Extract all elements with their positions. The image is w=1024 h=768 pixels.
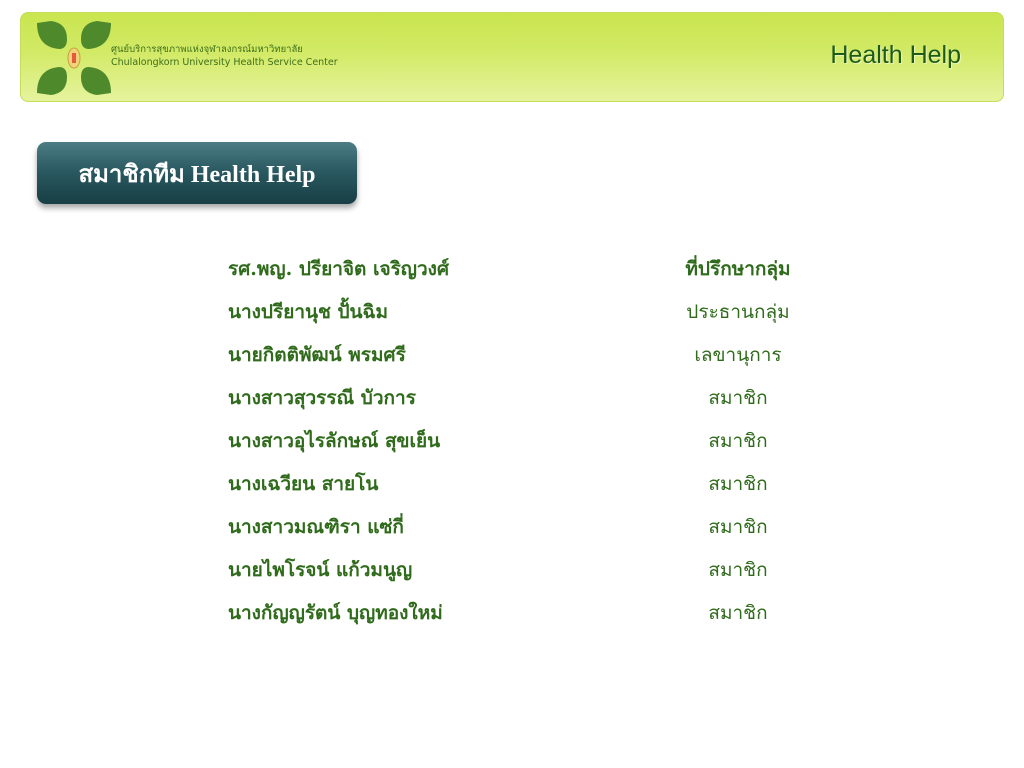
member-name: นางสาวอุไรลักษณ์ สุขเย็น (228, 430, 441, 452)
member-name: นางเฉวียน สายโน (228, 473, 379, 495)
member-row (228, 418, 868, 461)
member-row (228, 504, 868, 547)
org-name (111, 43, 338, 69)
org-name-en: Chulalongkorn University Health Service Center (111, 57, 338, 68)
member-name: นางสาวมณฑิรา แซ่กี่ (228, 516, 404, 538)
member-name: นางกัญญรัตน์ บุญทองใหม่ (228, 602, 443, 624)
brand-title: Health Help (830, 41, 961, 69)
member-list (228, 246, 868, 633)
member-role: สมาชิก (708, 473, 768, 495)
member-row (228, 375, 868, 418)
member-role: สมาชิก (708, 602, 768, 624)
member-name: นายกิตติพัฒน์ พรมศรี (228, 344, 406, 366)
member-row (228, 246, 868, 289)
member-role: เลขานุการ (694, 344, 782, 366)
header-bar (20, 12, 1004, 102)
member-name: นายไพโรจน์ แก้วมนูญ (228, 559, 413, 581)
member-row (228, 461, 868, 504)
member-role: ประธานกลุ่ม (686, 301, 790, 323)
member-row (228, 547, 868, 590)
section-title: สมาชิกทีม Health Help (37, 142, 357, 204)
member-role: สมาชิก (708, 430, 768, 452)
member-name: นางสาวสุวรรณี บัวการ (228, 387, 416, 409)
member-row (228, 590, 868, 633)
member-row (228, 289, 868, 332)
member-name: นางปรียานุช ปั้นฉิม (228, 301, 389, 323)
member-name: รศ.พญ. ปรียาจิต เจริญวงศ์ (228, 258, 450, 280)
member-role: สมาชิก (708, 387, 768, 409)
member-role: ที่ปรึกษากลุ่ม (685, 258, 791, 280)
member-role: สมาชิก (708, 516, 768, 538)
org-name-th: ศูนย์บริการสุขภาพแห่งจุฬาลงกรณ์มหาวิทยาลัย (111, 44, 303, 55)
cross-emblem-logo-icon (33, 19, 115, 97)
member-row (228, 332, 868, 375)
member-role: สมาชิก (708, 559, 768, 581)
